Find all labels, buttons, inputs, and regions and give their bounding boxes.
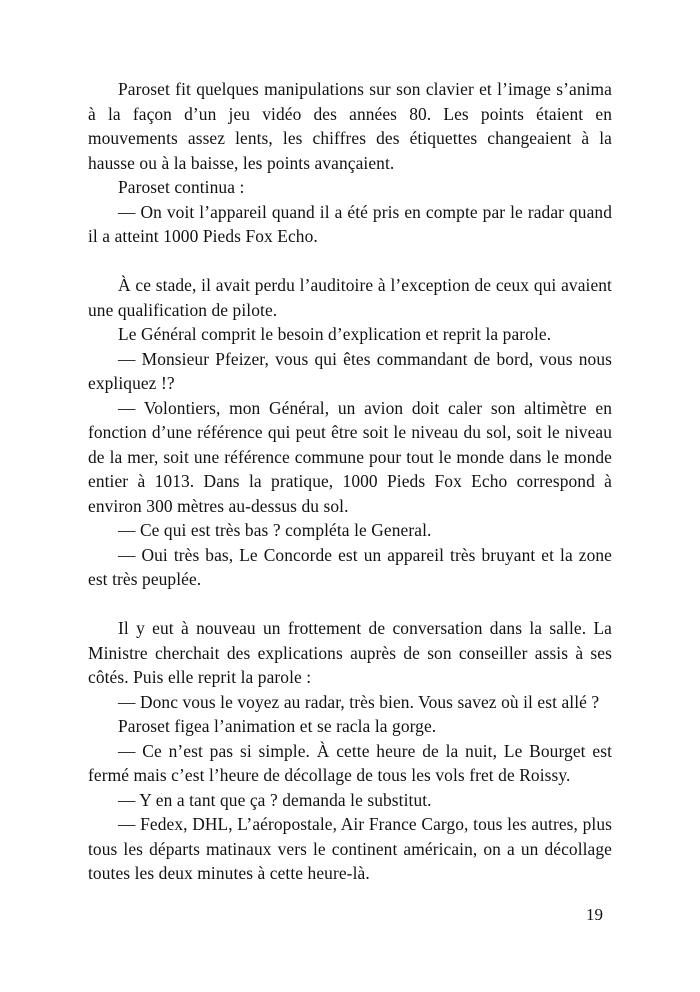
paragraph-13: — Ce n’est pas si simple. À cette heure de la nuit, Le Bourget est fermé mais c’est l’heure de décollage de tous les vols fret de Roissy. — [88, 740, 612, 785]
paragraph-5: Le Général comprit le besoin d’explication et reprit la parole. — [118, 324, 552, 344]
paragraph-1: Paroset fit quelques manipulations sur son clavier et l’image s’anima à la façon d’un jeu vidéo des années 80. Les points étaient en mouvements assez lents, les chiffres des étiquettes changeaient à la hausse ou à la baisse, les points avançaient. — [88, 79, 612, 173]
page-number: 19 — [586, 905, 603, 924]
paragraph-4: À ce stade, il avait perdu l’auditoire à l’exception de ceux qui avaient une qualification de pilote. — [88, 275, 612, 320]
paragraph-15: — Fedex, DHL, L’aéropostale, Air France Cargo, tous les autres, plus tous les départs matinaux vers le continent américain, on a un décollage toutes les deux minutes à cette heure-là. — [88, 814, 612, 883]
paragraph-7: — Volontiers, mon Général, un avion doit caler son altimètre en fonction d’une référence qui peut être soit le niveau du sol, soit le niveau de la mer, soit une référence commune pour tout le monde dans le monde entier à 1013. Dans la pratique, 1000 Pieds Fox Echo correspond à environ 300 mètres au-dessus du sol. — [88, 397, 612, 516]
body-text — [88, 77, 612, 886]
paragraph-8: — Ce qui est très bas ? compléta le General. — [118, 520, 432, 540]
paragraph-14: — Y en a tant que ça ? demanda le substitut. — [118, 789, 432, 810]
paragraph-3: — On voit l’appareil quand il a été pris en compte par le radar quand il a atteint 1000 Pieds Fox Echo. — [88, 201, 612, 246]
paragraph-11: — Donc vous le voyez au radar, très bien. Vous savez où il est allé ? — [118, 691, 600, 712]
paragraph-2: Paroset continua : — [118, 177, 245, 197]
paragraph-9: — Oui très bas, Le Concorde est un appareil très bruyant et la zone est très peuplée. — [88, 544, 612, 589]
paragraph-12: Paroset figea l’animation et se racla la gorge. — [118, 716, 437, 736]
paragraph-6: — Monsieur Pfeizer, vous qui êtes commandant de bord, vous nous expliquez !? — [88, 348, 612, 393]
paragraph-10: Il y eut à nouveau un frottement de conversation dans la salle. La Ministre cherchait des explications auprès de son conseiller assis à ses côtés. Puis elle reprit la parole : — [88, 618, 612, 687]
